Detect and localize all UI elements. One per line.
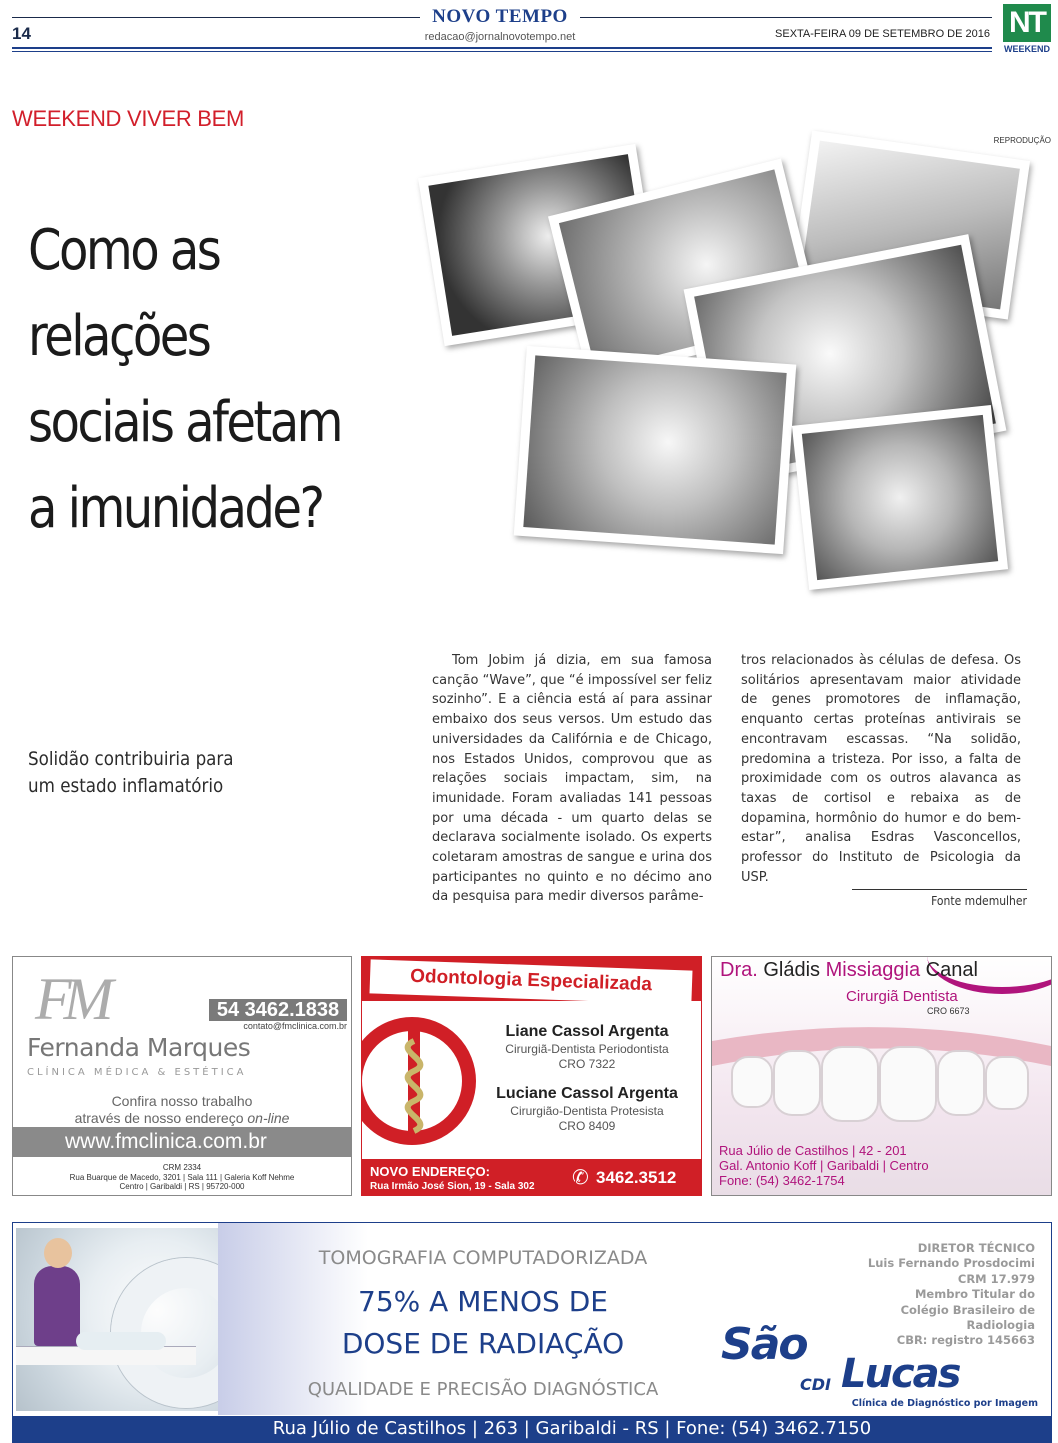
header-rule-thin <box>12 51 992 52</box>
ad-dra-gladis[interactable] <box>711 956 1052 1196</box>
sl-logo-lucas: Lucas <box>841 1351 960 1397</box>
header-rule-left <box>12 17 420 18</box>
photo-credit: REPRODUÇÃO <box>993 136 1051 145</box>
photo-mother-child <box>514 346 797 554</box>
ad-sao-lucas[interactable] <box>12 1222 1052 1443</box>
odonto-title: Odontologia Especializada <box>409 965 653 996</box>
headline-line: relações <box>28 304 210 369</box>
newsroom-email: redacao@jornalnovotempo.net <box>424 31 576 43</box>
sl-director-line: DIRETOR TÉCNICO <box>917 1241 1035 1255</box>
photo-children <box>792 405 1008 590</box>
headline-line: sociais afetam <box>28 390 341 455</box>
subhead-line: um estado inflamatório <box>28 775 224 797</box>
sl-logo-sao: São <box>721 1319 807 1370</box>
article-column-1 <box>432 651 712 907</box>
odonto-dr2-name: Luciane Cassol Argenta <box>496 1085 678 1102</box>
newspaper-name: NOVO TEMPO <box>432 6 568 27</box>
odonto-header-band <box>362 957 701 1001</box>
sl-footer-bar <box>13 1416 1051 1442</box>
technician-head <box>44 1238 72 1268</box>
odonto-dr1-role: Cirurgiã-Dentista Periodontista <box>505 1042 669 1056</box>
article-headline <box>28 208 355 552</box>
gladis-heading <box>720 959 978 982</box>
sl-logo-subtitle: Clínica de Diagnóstico por Imagem <box>851 1398 1038 1409</box>
fm-monogram: FM <box>35 966 106 1032</box>
gladis-cro: CRO 6673 <box>927 1006 970 1016</box>
section-title: WEEKEND VIVER BEM <box>12 106 245 131</box>
gladis-name-1: Gládis <box>763 959 821 981</box>
photo-collage <box>400 140 1050 600</box>
sl-line-3: DOSE DE RADIAÇÃO <box>341 1327 625 1360</box>
odonto-dr1-cro: CRO 7322 <box>558 1057 616 1071</box>
page-number: 14 <box>12 24 31 43</box>
gladis-name-3: Canal <box>925 959 978 981</box>
subhead-line: Solidão contribuiria para <box>28 748 234 770</box>
odonto-dr1-name: Liane Cassol Argenta <box>505 1023 669 1040</box>
headline-line: a imunidade? <box>28 476 323 541</box>
sl-director-line: Radiologia <box>966 1318 1035 1333</box>
odonto-address-title: NOVO ENDEREÇO: <box>370 1164 490 1179</box>
nt-logo-subtitle: WEEKEND <box>1003 44 1050 54</box>
article-subhead <box>28 746 248 800</box>
article-column-2 <box>741 651 1021 887</box>
teeth-illustration <box>712 1021 1051 1141</box>
article-paragraph: tros relacionados às células de defesa. Os solitários apresentavam maior atividade de genes promotores de inflamação, enquanto certas proteínas antivirais se encontravam escassas. “Na solidão, predomina a tristeza. Por isso, a falta de proximidade com os outros alavanca as taxas de cortisol e rebaixa as de dopamina, hormônio do humor e do bem-estar”, analisa Esdras Vasconcellos, professor do Instituto de Psicologia da USP. <box>741 653 1021 885</box>
ct-scan-photo <box>16 1228 218 1411</box>
odonto-address: Rua Irmão José Sion, 19 - Sala 302 <box>370 1181 535 1192</box>
issue-date: SEXTA-FEIRA 09 DE SETEMBRO DE 2016 <box>775 28 990 40</box>
article-source: Fonte mdemulher <box>931 894 1027 908</box>
fm-url[interactable]: www.fmclinica.com.br <box>65 1130 267 1153</box>
odonto-dr2-role: Cirurgião-Dentista Protesista <box>510 1104 664 1118</box>
phone-icon: ✆ <box>572 1165 589 1189</box>
nt-weekend-logo <box>1003 4 1051 56</box>
odonto-dr2-cro: CRO 8409 <box>558 1119 616 1133</box>
fm-phone: 54 3462.1838 <box>209 999 347 1021</box>
fm-tagline: CLÍNICA MÉDICA & ESTÉTICA <box>27 1067 247 1078</box>
sl-logo-cdi: CDI <box>800 1375 831 1394</box>
fm-cta-2-emphasis: on-line <box>247 1110 290 1126</box>
fm-cta-1: Confira nosso trabalho <box>111 1093 253 1109</box>
fm-address-2: Centro | Garibaldi | RS | 95720-000 <box>119 1182 245 1191</box>
gladis-name-2: Missiaggia <box>825 959 921 981</box>
sl-line-4: QUALIDADE E PRECISÃO DIAGNÓSTICA <box>307 1379 659 1400</box>
source-rule <box>852 889 1027 890</box>
headline-line: Como as <box>28 218 220 283</box>
nt-logo-mark: NT <box>1003 4 1051 42</box>
odonto-phone: 3462.3512 <box>596 1168 677 1187</box>
sl-line-1: TOMOGRAFIA COMPUTADORIZADA <box>318 1247 648 1269</box>
sl-director-line: Luis Fernando Prosdocimi <box>867 1256 1035 1271</box>
sl-director-line: Colégio Brasileiro de <box>900 1302 1035 1317</box>
sl-director-line: CBR: registro 145663 <box>896 1333 1035 1348</box>
sl-director <box>853 1241 1035 1349</box>
sl-director-line: CRM 17.979 <box>957 1271 1035 1286</box>
odonto-footer <box>362 1159 701 1195</box>
sl-footer-text: Rua Júlio de Castilhos | 263 | Garibaldi - RS | Fone: (54) 3462.7150 <box>272 1418 872 1439</box>
fm-address-1: Rua Buarque de Macedo, 3201 | Sala 111 | Galeria Koff Nehme <box>69 1173 295 1182</box>
sl-line-2: 75% A MENOS DE <box>358 1285 608 1318</box>
fm-email: contato@fmclinica.com.br <box>243 1021 347 1031</box>
fm-url-bar[interactable] <box>13 1127 351 1157</box>
fm-name: Fernanda Marques <box>27 1033 251 1062</box>
article-paragraph: Tom Jobim já dizia, em sua famosa canção “Wave”, que “é impossível ser feliz sozinho”. E a ciência está aí para assinar embaixo dos seus versos. Um estudo das universidades da Califórnia e de Chicago, nos Estados Unidos, comprovou que as relações sociais impactam, sim, na imunidade. Foram avaliadas 141 pessoas por uma década - um quarto delas se declarava socialmente isolado. Os experts coletaram amostras de sangue e urina dos participantes no quinto e no décimo ano da pesquisa para medir diversos parâme- <box>432 653 712 905</box>
technician <box>34 1266 80 1346</box>
header-rule-right <box>580 17 992 18</box>
patient <box>76 1332 166 1350</box>
fm-crm: CRM 2334 <box>162 1163 202 1172</box>
ad-odontologia[interactable] <box>361 956 702 1196</box>
ad-fmclinica[interactable] <box>12 956 352 1196</box>
fm-cta-2 <box>13 1110 351 1126</box>
gladis-prefix: Dra. <box>720 959 758 981</box>
gladis-role: Cirurgiã Dentista <box>846 988 958 1005</box>
sl-director-line: Membro Titular do <box>914 1287 1035 1302</box>
fm-cta-2-text: através de nosso endereço <box>74 1110 248 1126</box>
caduceus-icon <box>384 1023 444 1139</box>
gladis-address-1: Rua Júlio de Castilhos | 42 - 201 <box>719 1143 907 1158</box>
gladis-phone: Fone: (54) 3462-1754 <box>719 1173 845 1188</box>
header-rule-thick <box>12 47 992 49</box>
gladis-address-2: Gal. Antonio Koff | Garibaldi | Centro <box>719 1158 929 1173</box>
